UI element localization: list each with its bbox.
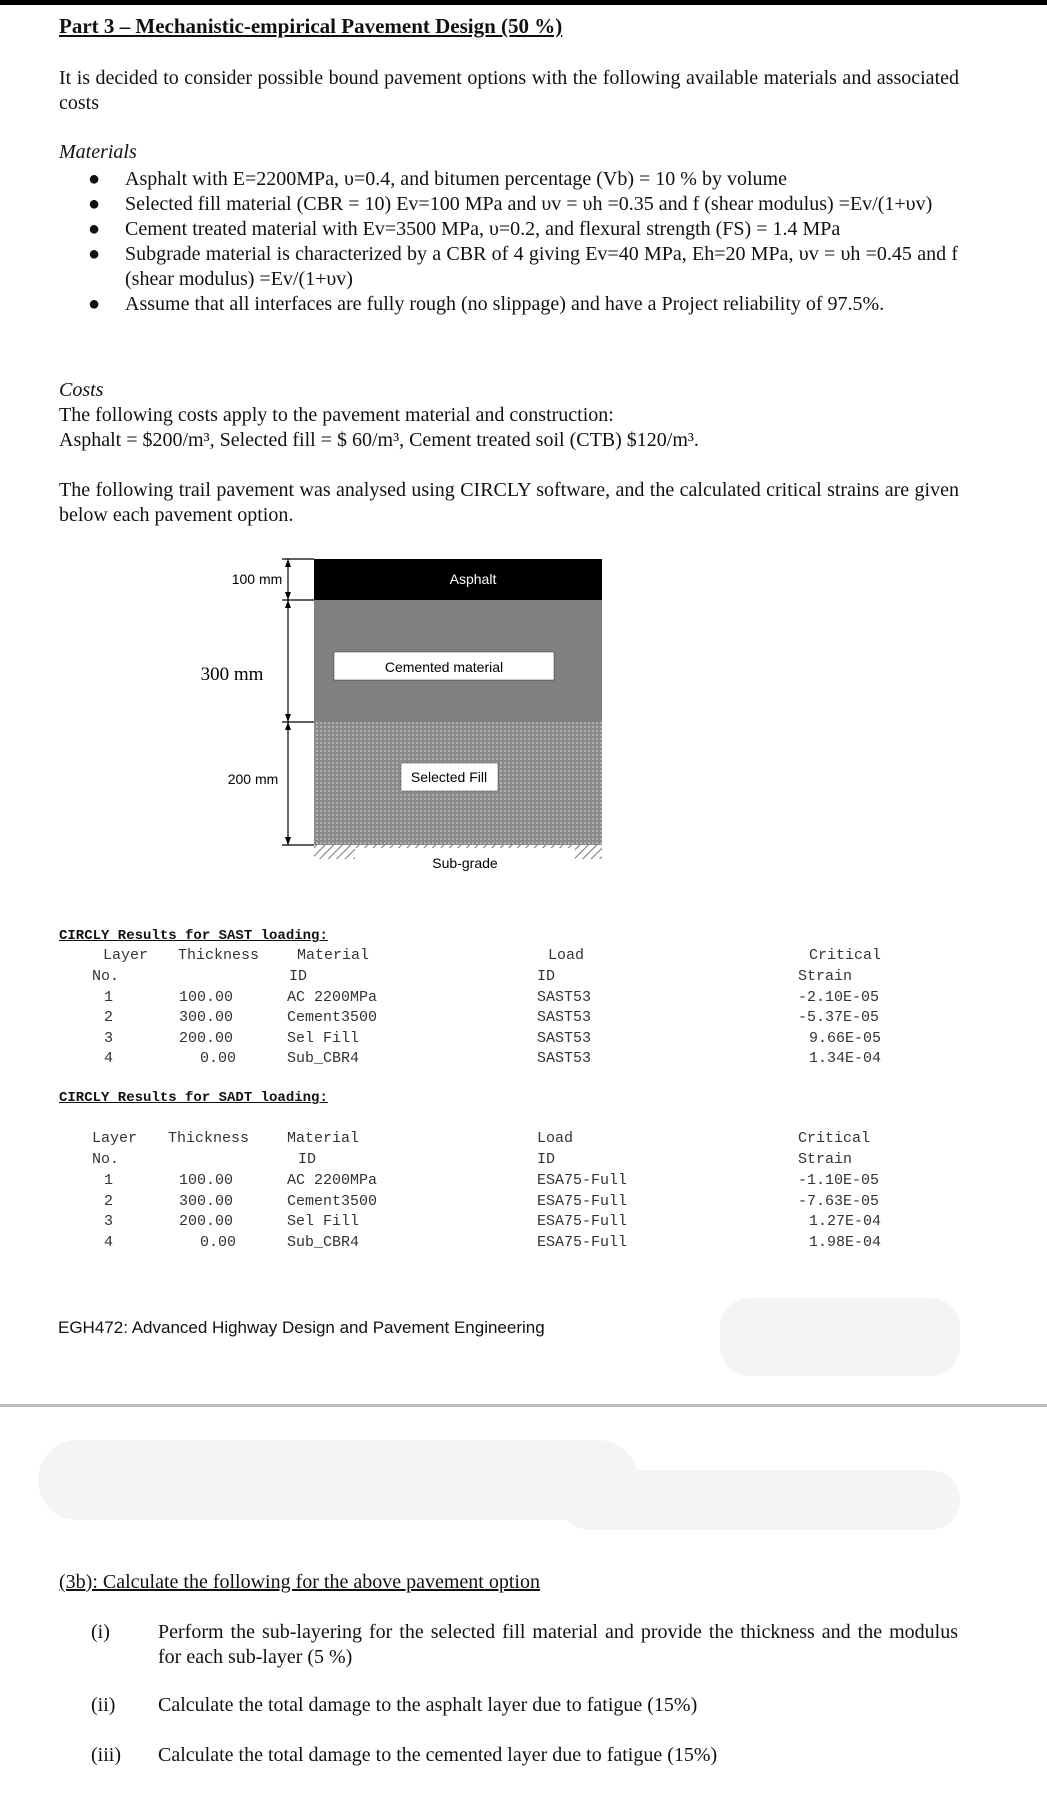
sast-cell: SAST53 (537, 1050, 592, 1067)
asphalt-label: Asphalt (449, 571, 497, 587)
sast-col-id: ID (289, 968, 308, 985)
sast-cell: 0.00 (200, 1050, 237, 1067)
sadt-cell: Sub_CBR4 (287, 1234, 360, 1251)
sadt-cell: Cement3500 (287, 1193, 378, 1210)
question-text: Calculate the total damage to the cemented layer due to fatigue (15%) (158, 1744, 718, 1766)
question-heading: (3b): Calculate the following for the above pavement option (59, 1571, 540, 1593)
redaction-smudge (560, 1470, 960, 1530)
sast-col-critical: Critical (809, 947, 882, 964)
fill-label: Selected Fill (410, 769, 488, 785)
cemented-label: Cemented material (384, 659, 504, 675)
sadt-col-layer: Layer (92, 1130, 138, 1147)
dim-300: 300 mm (200, 664, 264, 685)
sast-col-load: Load (548, 947, 585, 964)
sadt-col-load-id: ID (537, 1151, 556, 1168)
sadt-title: CIRCLY Results for SADT loading: (59, 1090, 328, 1106)
dimension-lines (282, 559, 314, 845)
question-text: Calculate the total damage to the asphalt layer due to fatigue (15%) (158, 1694, 698, 1716)
sadt-cell: ESA75-Full (537, 1213, 628, 1230)
intro-paragraph: It is decided to consider possible bound pavement options with the following available materials and associated costs (59, 67, 959, 114)
sast-cell: -2.10E-05 (798, 989, 880, 1006)
sadt-cell: ESA75-Full (537, 1172, 628, 1189)
material-item: ● Cement treated material with Ev=3500 MPa, υ=0.2, and flexural strength (FS) = 1.4 MPa (88, 218, 841, 240)
redaction-smudge (38, 1440, 638, 1520)
sadt-cell: 1.27E-04 (809, 1213, 882, 1230)
sast-cell: 300.00 (179, 1009, 234, 1026)
sadt-col-thickness: Thickness (168, 1130, 250, 1147)
sadt-cell: 2 (104, 1193, 114, 1210)
material-item: ● Selected fill material (CBR = 10) Ev=100 MPa and υv = υh =0.35 and f (shear modulus) =Ev/(1+υv) (88, 193, 933, 215)
sast-col-no: No. (92, 968, 120, 985)
costs-line-1: The following costs apply to the pavement material and construction: (59, 404, 614, 426)
subgrade-label: Sub-grade (432, 855, 498, 871)
course-footer: EGH472: Advanced Highway Design and Pavement Engineering (58, 1318, 545, 1337)
sast-col-material: Material (297, 947, 370, 964)
sadt-col-id: ID (298, 1151, 317, 1168)
sast-cell: AC 2200MPa (287, 989, 378, 1006)
material-text: Asphalt with E=2200MPa, υ=0.4, and bitumen percentage (Vb) = 10 % by volume (125, 168, 787, 190)
sadt-cell: ESA75-Full (537, 1234, 628, 1251)
material-item: ● Assume that all interfaces are fully rough (no slippage) and have a Project reliability of 97.5%. (88, 293, 885, 315)
sadt-col-load: Load (537, 1130, 574, 1147)
sadt-cell: 300.00 (179, 1193, 234, 1210)
sadt-cell: 3 (104, 1213, 114, 1230)
sast-cell: SAST53 (537, 1009, 592, 1026)
trial-paragraph: The following trail pavement was analysed using CIRCLY software, and the calculated critical strains are given below each pavement option. (59, 479, 959, 526)
material-text: Assume that all interfaces are fully rough (no slippage) and have a Project reliability of 97.5%. (125, 293, 885, 315)
sast-cell: 4 (104, 1050, 114, 1067)
material-text: Selected fill material (CBR = 10) Ev=100 MPa and υv = υh =0.35 and f (shear modulus) =Ev/(1+υv) (125, 193, 933, 215)
sast-cell: SAST53 (537, 989, 592, 1006)
question-number: (ii) (91, 1694, 116, 1716)
material-item: ● Asphalt with E=2200MPa, υ=0.4, and bitumen percentage (Vb) = 10 % by volume (88, 168, 787, 190)
sast-cell: Sel Fill (287, 1030, 360, 1047)
sadt-cell: -1.10E-05 (798, 1172, 880, 1189)
sadt-cell: 4 (104, 1234, 114, 1251)
question-number: (i) (91, 1621, 110, 1643)
sadt-cell: AC 2200MPa (287, 1172, 378, 1189)
top-border (0, 0, 1047, 5)
sast-cell: Sub_CBR4 (287, 1050, 360, 1067)
sast-col-strain: Strain (798, 968, 853, 985)
sadt-col-critical: Critical (798, 1130, 871, 1147)
material-text: Cement treated material with Ev=3500 MPa, υ=0.2, and flexural strength (FS) = 1.4 MPa (125, 218, 841, 240)
costs-line-2: Asphalt = $200/m³, Selected fill = $ 60/m³, Cement treated soil (CTB) $120/m³. (59, 429, 699, 451)
sadt-cell: 100.00 (179, 1172, 234, 1189)
sast-cell: 100.00 (179, 989, 234, 1006)
dim-200: 200 mm (227, 771, 279, 787)
sadt-cell: 0.00 (200, 1234, 237, 1251)
sadt-cell: Sel Fill (287, 1213, 360, 1230)
material-item: ● Subgrade material is characterized by a CBR of 4 giving Ev=40 MPa, Eh=20 MPa, υv = υh =0.45 and f (shear modulus) =Ev/(1+υv) (88, 243, 958, 290)
sast-cell: 1 (104, 989, 114, 1006)
sadt-cell: -7.63E-05 (798, 1193, 880, 1210)
part-title: Part 3 – Mechanistic-empirical Pavement Design (50 %) (59, 14, 563, 38)
sast-cell: 3 (104, 1030, 114, 1047)
sast-cell: 2 (104, 1009, 114, 1026)
sadt-col-no: No. (92, 1151, 120, 1168)
sast-cell: 9.66E-05 (809, 1030, 882, 1047)
dim-100: 100 mm (231, 571, 283, 587)
sadt-cell: 1.98E-04 (809, 1234, 882, 1251)
sadt-cell: ESA75-Full (537, 1193, 628, 1210)
sadt-cell: 200.00 (179, 1213, 234, 1230)
sadt-cell: 1 (104, 1172, 114, 1189)
sast-cell: 200.00 (179, 1030, 234, 1047)
question-number: (iii) (91, 1744, 121, 1766)
sast-cell: 1.34E-04 (809, 1050, 882, 1067)
materials-heading: Materials (59, 141, 137, 163)
materials-list (88, 167, 958, 317)
sast-cell: -5.37E-05 (798, 1009, 880, 1026)
sast-col-layer: Layer (103, 947, 149, 964)
sadt-col-strain: Strain (798, 1151, 853, 1168)
sadt-col-material: Material (287, 1130, 360, 1147)
pavement-diagram (0, 550, 1047, 890)
redaction-smudge (720, 1298, 960, 1376)
sast-cell: SAST53 (537, 1030, 592, 1047)
sast-cell: Cement3500 (287, 1009, 378, 1026)
sast-title: CIRCLY Results for SAST loading: (59, 928, 328, 944)
sast-col-thickness: Thickness (178, 947, 260, 964)
sast-col-load-id: ID (537, 968, 556, 985)
material-text: Subgrade material is characterized by a CBR of 4 giving Ev=40 MPa, Eh=20 MPa, υv = υh =0.45 and f (shear modulus) =Ev/(1+υv) (125, 243, 958, 290)
costs-heading: Costs (59, 379, 104, 401)
question-text: Perform the sub-layering for the selected fill material and provide the thickness and the modulus for each sub-layer (5 %) (158, 1621, 958, 1668)
page-divider (0, 1404, 1047, 1407)
